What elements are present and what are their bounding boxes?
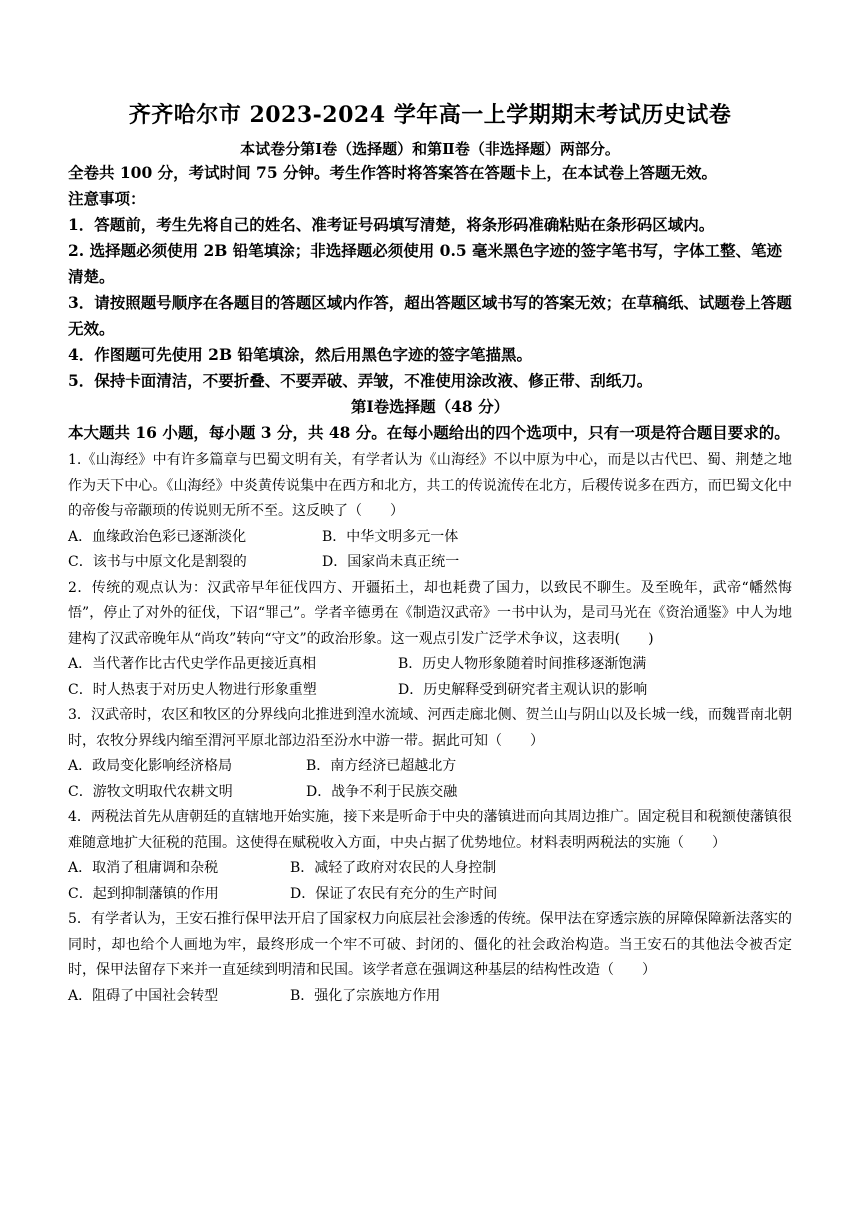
option: B．中华文明多元一体 [322,528,459,545]
option: D．国家尚未真正统一 [322,554,460,570]
option: B．历史人物形象随着时间推移逐渐饱满 [398,656,647,672]
option: B．南方经济已超越北方 [306,758,457,774]
question-stem: 5．有学者认为，王安石推行保甲法开启了国家权力向底层社会渗透的传统。保甲法在穿透宗族的屏障保障新法落实的同时，却也给个人画地为牢，最终形成一个牢不可破、封闭的、僵化的社会政治构造。当王安石的其他法令被否定时，保甲法留存下来并一直延续到明清和民国。该学者意在强调这种基层的结构性改造（ ） [68,911,792,978]
paper-structure-note: 本试卷分第Ⅰ卷（选择题）和第Ⅱ卷（非选择题）两部分。 [240,140,620,158]
question-stem: 2．传统的观点认为：汉武帝早年征伐四方、开疆拓土，却也耗费了国力，以致民不聊生。及至晚年，武帝“幡然悔悟”，停止了对外的征伐，下诏“罪己”。学者辛德勇在《制造汉武帝》一书中认为，是司马光在《资治通鉴》中人为地建构了汉武帝晚年从“尚攻”转向“守文”的政治形象。这一观点引发广泛学术争议，这表明( ) [68,579,792,647]
option: A．政局变化影响经济格局 [68,758,233,774]
option: B．减轻了政府对农民的人身控制 [290,860,497,876]
option: C．该书与中原文化是割裂的 [68,554,247,570]
option: C．起到抑制藩镇的作用 [68,885,219,902]
question-stem: 1.《山海经》中有许多篇章与巴蜀文明有关，有学者认为《山海经》不以中原为中心，而是以古代巴、蜀、荆楚之地作为天下中心。《山海经》中炎黄传说集中在西方和北方，共工的传说流传在北方，后稷传说多在西方，而巴蜀文化中的帝俊与帝颛顼的传说则无所不至。这反映了（ ） [68,452,792,519]
option: D．历史解释受到研究者主观认识的影响 [398,681,648,698]
option: A．取消了租庸调和杂税 [68,860,219,876]
note-item: 4．作图题可先使用 2B 铅笔填涂，然后用黑色字迹的签字笔描黑。 [68,345,532,364]
exam-info: 全卷共 100 分，考试时间 75 分钟。考生作答时将答案答在答题卡上，在本试卷上答题无效。 [68,163,718,182]
option: C．时人热衷于对历史人物进行形象重塑 [68,681,317,698]
question-stem: 3．汉武帝时，农区和牧区的分界线向北推进到湟水流域、河西走廊北侧、贺兰山与阴山以及长城一线，而魏晋南北朝时，农牧分界线内缩至渭河平原北部边沿至汾水中游一带。据此可知（ ） [68,707,792,749]
note-item: 5．保持卡面清洁，不要折叠、不要弄破、弄皱，不准使用涂改液、修正带、刮纸刀。 [68,371,653,390]
question-stem: 4．两税法首先从唐朝廷的直辖地开始实施，接下来是听命于中央的藩镇进而向其周边推广。固定税目和税额使藩镇很难随意地扩大征税的范围。这使得在赋税收入方面，中央占据了优势地位。材料表明两税法的实施（ ） [68,809,792,851]
options-row [68,882,792,908]
option: B．强化了宗族地方作用 [290,987,441,1004]
option: A．当代著作比古代史学作品更接近真相 [68,656,317,672]
options-row [68,984,792,1010]
options-row [68,856,792,882]
options-row [68,754,792,780]
note-item: 3．请按照题号顺序在各题目的答题区域内作答，超出答题区域书写的答案无效；在草稿纸、试题卷上答题无效。 [68,293,792,338]
option: A．血缘政治色彩已逐渐淡化 [68,528,247,545]
option: D．保证了农民有充分的生产时间 [290,885,498,902]
option: C．游牧文明取代农耕文明 [68,783,233,800]
options-row [68,678,792,704]
option: D．战争不利于民族交融 [306,783,458,800]
notes-heading: 注意事项： [68,189,146,208]
option: A．阻碍了中国社会转型 [68,987,219,1004]
options-row [68,525,792,551]
options-row [68,550,792,576]
section-instructions: 本大题共 16 小题，每小题 3 分，共 48 分。在每小题给出的四个选项中，只有一项是符合题目要求的。 [68,423,790,442]
section-heading: 第Ⅰ卷选择题（48 分） [350,397,510,416]
note-item: 1．答题前，考生先将自己的姓名、准考证号码填写清楚，将条形码准确粘贴在条形码区域内。 [68,215,715,234]
options-row [68,780,792,806]
exam-title: 齐齐哈尔市 2023-2024 学年高一上学期期末考试历史试卷 [128,102,732,128]
options-row [68,652,792,678]
note-item: 2. 选择题必须使用 2B 铅笔填涂；非选择题必须使用 0.5 毫米黑色字迹的签字笔书写，字体工整、笔迹清楚。 [68,241,783,286]
